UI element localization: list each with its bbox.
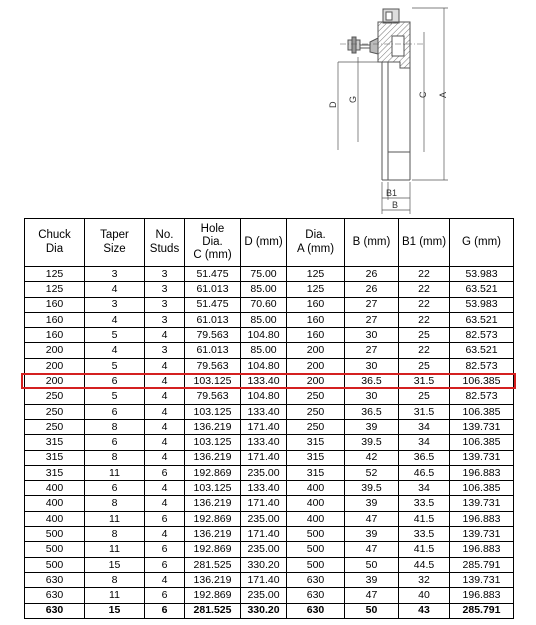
table-cell: 82.573 bbox=[450, 358, 514, 373]
table-cell: 235.00 bbox=[241, 542, 287, 557]
table-row bbox=[25, 542, 514, 557]
table-row bbox=[25, 435, 514, 450]
table-cell: 63.521 bbox=[450, 343, 514, 358]
table-cell: 36.5 bbox=[399, 450, 450, 465]
table-cell: 40 bbox=[399, 588, 450, 603]
table-cell: 25 bbox=[399, 389, 450, 404]
table-cell: 500 bbox=[287, 557, 345, 572]
table-cell: 160 bbox=[25, 328, 85, 343]
dim-label-d: D bbox=[328, 101, 338, 108]
table-cell: 125 bbox=[287, 267, 345, 282]
table-header-row bbox=[25, 219, 514, 267]
table-cell: 500 bbox=[287, 527, 345, 542]
table-cell: 30 bbox=[345, 389, 399, 404]
table-cell: 3 bbox=[145, 343, 185, 358]
table-cell: 281.525 bbox=[185, 557, 241, 572]
table-row bbox=[25, 282, 514, 297]
table-cell: 500 bbox=[25, 542, 85, 557]
table-cell: 53.983 bbox=[450, 267, 514, 282]
table-cell: 171.40 bbox=[241, 496, 287, 511]
table-cell: 22 bbox=[399, 267, 450, 282]
table-cell: 11 bbox=[85, 588, 145, 603]
table-cell: 47 bbox=[345, 542, 399, 557]
column-header: B1 (mm) bbox=[399, 219, 450, 267]
table-row bbox=[25, 527, 514, 542]
table-body bbox=[25, 267, 514, 619]
table-cell: 25 bbox=[399, 328, 450, 343]
table-cell: 235.00 bbox=[241, 465, 287, 480]
table-cell: 8 bbox=[85, 419, 145, 434]
table-cell: 39 bbox=[345, 527, 399, 542]
table-cell: 160 bbox=[287, 328, 345, 343]
table-cell: 192.869 bbox=[185, 588, 241, 603]
column-header: Dia. A (mm) bbox=[287, 219, 345, 267]
table-cell: 3 bbox=[145, 312, 185, 327]
dim-label-b: B bbox=[392, 200, 399, 210]
table-row bbox=[25, 297, 514, 312]
table-cell: 79.563 bbox=[185, 389, 241, 404]
table-cell: 630 bbox=[25, 603, 85, 618]
table-cell: 500 bbox=[287, 542, 345, 557]
table-cell: 3 bbox=[85, 297, 145, 312]
table-cell: 192.869 bbox=[185, 542, 241, 557]
table-cell: 250 bbox=[25, 389, 85, 404]
column-header: Taper Size bbox=[85, 219, 145, 267]
table-cell: 200 bbox=[25, 358, 85, 373]
table-cell: 33.5 bbox=[399, 496, 450, 511]
table-cell: 50 bbox=[345, 557, 399, 572]
table-cell: 133.40 bbox=[241, 404, 287, 419]
table-cell: 25 bbox=[399, 358, 450, 373]
table-cell: 139.731 bbox=[450, 419, 514, 434]
table-cell: 3 bbox=[85, 267, 145, 282]
table-cell: 34 bbox=[399, 481, 450, 496]
table-cell: 6 bbox=[85, 481, 145, 496]
table-cell: 196.883 bbox=[450, 465, 514, 480]
table-cell: 400 bbox=[287, 496, 345, 511]
table-cell: 6 bbox=[85, 435, 145, 450]
table-cell: 4 bbox=[145, 358, 185, 373]
table-cell: 41.5 bbox=[399, 542, 450, 557]
column-header: D (mm) bbox=[241, 219, 287, 267]
table-cell: 39.5 bbox=[345, 435, 399, 450]
table-cell: 8 bbox=[85, 496, 145, 511]
table-cell: 133.40 bbox=[241, 481, 287, 496]
table-cell: 315 bbox=[287, 450, 345, 465]
table-cell: 61.013 bbox=[185, 312, 241, 327]
table-cell: 8 bbox=[85, 527, 145, 542]
table-cell: 4 bbox=[145, 496, 185, 511]
table-cell: 6 bbox=[145, 511, 185, 526]
table-cell: 103.125 bbox=[185, 435, 241, 450]
table-cell: 8 bbox=[85, 572, 145, 587]
table-row bbox=[25, 312, 514, 327]
table-cell: 6 bbox=[145, 557, 185, 572]
table-cell: 11 bbox=[85, 542, 145, 557]
table-cell: 106.385 bbox=[450, 435, 514, 450]
table-cell: 4 bbox=[85, 312, 145, 327]
table-cell: 61.013 bbox=[185, 282, 241, 297]
table-cell: 27 bbox=[345, 312, 399, 327]
table-cell: 630 bbox=[25, 572, 85, 587]
table-cell: 11 bbox=[85, 511, 145, 526]
table-cell: 36.5 bbox=[345, 404, 399, 419]
table-cell: 27 bbox=[345, 343, 399, 358]
table-cell: 4 bbox=[145, 328, 185, 343]
table-cell: 104.80 bbox=[241, 358, 287, 373]
table-cell: 4 bbox=[145, 435, 185, 450]
table-cell: 160 bbox=[25, 312, 85, 327]
table-cell: 250 bbox=[25, 404, 85, 419]
table-cell: 250 bbox=[287, 404, 345, 419]
table-cell: 171.40 bbox=[241, 527, 287, 542]
table-cell: 281.525 bbox=[185, 603, 241, 618]
table-cell: 200 bbox=[287, 343, 345, 358]
table-cell: 39.5 bbox=[345, 481, 399, 496]
table-cell: 51.475 bbox=[185, 267, 241, 282]
table-row bbox=[25, 465, 514, 480]
table-cell: 4 bbox=[85, 282, 145, 297]
table-cell: 160 bbox=[287, 312, 345, 327]
table-cell: 82.573 bbox=[450, 389, 514, 404]
table-cell: 196.883 bbox=[450, 542, 514, 557]
table-cell: 6 bbox=[145, 603, 185, 618]
table-cell: 44.5 bbox=[399, 557, 450, 572]
table-cell: 200 bbox=[287, 358, 345, 373]
table-cell: 39 bbox=[345, 572, 399, 587]
table-cell: 103.125 bbox=[185, 404, 241, 419]
table-cell: 136.219 bbox=[185, 496, 241, 511]
table-cell: 82.573 bbox=[450, 328, 514, 343]
table-cell: 3 bbox=[145, 282, 185, 297]
column-header: Chuck Dia bbox=[25, 219, 85, 267]
table-cell: 4 bbox=[145, 527, 185, 542]
table-cell: 104.80 bbox=[241, 389, 287, 404]
table-cell: 136.219 bbox=[185, 419, 241, 434]
table-cell: 104.80 bbox=[241, 328, 287, 343]
table-cell: 8 bbox=[85, 450, 145, 465]
table-cell: 136.219 bbox=[185, 572, 241, 587]
table-cell: 4 bbox=[145, 374, 185, 389]
table-cell: 34 bbox=[399, 419, 450, 434]
table-cell: 285.791 bbox=[450, 603, 514, 618]
table-row bbox=[25, 389, 514, 404]
table-cell: 85.00 bbox=[241, 343, 287, 358]
table-cell: 27 bbox=[345, 297, 399, 312]
table-cell: 200 bbox=[287, 374, 345, 389]
table-cell: 125 bbox=[25, 282, 85, 297]
table-cell: 33.5 bbox=[399, 527, 450, 542]
table-cell: 32 bbox=[399, 572, 450, 587]
table-cell: 22 bbox=[399, 282, 450, 297]
column-header: G (mm) bbox=[450, 219, 514, 267]
table-cell: 133.40 bbox=[241, 374, 287, 389]
table-cell: 250 bbox=[287, 419, 345, 434]
table-cell: 47 bbox=[345, 511, 399, 526]
table-cell: 103.125 bbox=[185, 374, 241, 389]
table-cell: 85.00 bbox=[241, 312, 287, 327]
table-row bbox=[25, 603, 514, 618]
table-cell: 171.40 bbox=[241, 450, 287, 465]
table-cell: 330.20 bbox=[241, 603, 287, 618]
table-cell: 15 bbox=[85, 603, 145, 618]
table-cell: 34 bbox=[399, 435, 450, 450]
table-cell: 22 bbox=[399, 297, 450, 312]
table-cell: 315 bbox=[287, 435, 345, 450]
table-cell: 125 bbox=[25, 267, 85, 282]
table-cell: 43 bbox=[399, 603, 450, 618]
table-cell: 285.791 bbox=[450, 557, 514, 572]
table-cell: 196.883 bbox=[450, 588, 514, 603]
table-cell: 133.40 bbox=[241, 435, 287, 450]
table-row bbox=[25, 404, 514, 419]
table-cell: 26 bbox=[345, 282, 399, 297]
table-cell: 39 bbox=[345, 496, 399, 511]
table-cell: 136.219 bbox=[185, 527, 241, 542]
table-row bbox=[25, 328, 514, 343]
table-cell: 75.00 bbox=[241, 267, 287, 282]
table-cell: 196.883 bbox=[450, 511, 514, 526]
table-row bbox=[25, 343, 514, 358]
table-cell: 85.00 bbox=[241, 282, 287, 297]
table-cell: 139.731 bbox=[450, 496, 514, 511]
table-cell: 139.731 bbox=[450, 527, 514, 542]
table-cell: 171.40 bbox=[241, 572, 287, 587]
table-cell: 30 bbox=[345, 358, 399, 373]
table-cell: 5 bbox=[85, 389, 145, 404]
table-cell: 36.5 bbox=[345, 374, 399, 389]
table-cell: 41.5 bbox=[399, 511, 450, 526]
table-cell: 630 bbox=[287, 572, 345, 587]
table-cell: 22 bbox=[399, 312, 450, 327]
table-row bbox=[25, 572, 514, 587]
table-cell: 79.563 bbox=[185, 328, 241, 343]
table-cell: 5 bbox=[85, 328, 145, 343]
table-cell: 630 bbox=[287, 603, 345, 618]
table-cell: 6 bbox=[145, 542, 185, 557]
table-row bbox=[25, 588, 514, 603]
column-header: Hole Dia. C (mm) bbox=[185, 219, 241, 267]
table-cell: 103.125 bbox=[185, 481, 241, 496]
table-cell: 61.013 bbox=[185, 343, 241, 358]
table-cell: 31.5 bbox=[399, 374, 450, 389]
table-cell: 400 bbox=[25, 496, 85, 511]
dim-label-c: C bbox=[418, 91, 428, 98]
table-cell: 192.869 bbox=[185, 511, 241, 526]
table-cell: 160 bbox=[25, 297, 85, 312]
table-cell: 315 bbox=[25, 465, 85, 480]
table-cell: 171.40 bbox=[241, 419, 287, 434]
table-cell: 5 bbox=[85, 358, 145, 373]
table-cell: 500 bbox=[25, 557, 85, 572]
table-cell: 200 bbox=[25, 343, 85, 358]
table-row bbox=[25, 419, 514, 434]
table-cell: 22 bbox=[399, 343, 450, 358]
table-cell: 6 bbox=[145, 588, 185, 603]
dim-label-g: G bbox=[348, 95, 358, 103]
table-cell: 125 bbox=[287, 282, 345, 297]
table-cell: 400 bbox=[287, 481, 345, 496]
table-cell: 4 bbox=[145, 450, 185, 465]
table-cell: 63.521 bbox=[450, 282, 514, 297]
table-row bbox=[25, 374, 514, 389]
table-cell: 4 bbox=[145, 572, 185, 587]
table-row bbox=[25, 450, 514, 465]
table-cell: 106.385 bbox=[450, 374, 514, 389]
table-cell: 200 bbox=[25, 374, 85, 389]
table-row bbox=[25, 511, 514, 526]
table-cell: 39 bbox=[345, 419, 399, 434]
table-cell: 46.5 bbox=[399, 465, 450, 480]
chuck-specification-table bbox=[24, 218, 514, 619]
table-cell: 160 bbox=[287, 297, 345, 312]
table-cell: 70.60 bbox=[241, 297, 287, 312]
table-cell: 400 bbox=[25, 481, 85, 496]
table-cell: 250 bbox=[25, 419, 85, 434]
table-row bbox=[25, 557, 514, 572]
table-cell: 250 bbox=[287, 389, 345, 404]
dim-label-b1: B1 bbox=[386, 188, 398, 198]
table-cell: 106.385 bbox=[450, 481, 514, 496]
table-cell: 106.385 bbox=[450, 404, 514, 419]
table-cell: 139.731 bbox=[450, 572, 514, 587]
table-cell: 192.869 bbox=[185, 465, 241, 480]
table-row bbox=[25, 267, 514, 282]
table-cell: 63.521 bbox=[450, 312, 514, 327]
table-cell: 330.20 bbox=[241, 557, 287, 572]
chuck-cross-section-drawing bbox=[300, 2, 475, 214]
table-cell: 51.475 bbox=[185, 297, 241, 312]
table-cell: 4 bbox=[145, 404, 185, 419]
table-row bbox=[25, 496, 514, 511]
table-cell: 31.5 bbox=[399, 404, 450, 419]
table-row bbox=[25, 358, 514, 373]
table-cell: 235.00 bbox=[241, 511, 287, 526]
table-cell: 315 bbox=[287, 465, 345, 480]
table-cell: 136.219 bbox=[185, 450, 241, 465]
table-cell: 50 bbox=[345, 603, 399, 618]
table-cell: 315 bbox=[25, 435, 85, 450]
table-row bbox=[25, 481, 514, 496]
table-cell: 30 bbox=[345, 328, 399, 343]
column-header: No. Studs bbox=[145, 219, 185, 267]
table-cell: 6 bbox=[145, 465, 185, 480]
table-cell: 315 bbox=[25, 450, 85, 465]
table-cell: 26 bbox=[345, 267, 399, 282]
chuck-body-outline bbox=[340, 9, 425, 180]
table-cell: 4 bbox=[145, 481, 185, 496]
table-cell: 42 bbox=[345, 450, 399, 465]
table-cell: 11 bbox=[85, 465, 145, 480]
table-cell: 139.731 bbox=[450, 450, 514, 465]
table-cell: 4 bbox=[145, 389, 185, 404]
table-cell: 4 bbox=[85, 343, 145, 358]
table-cell: 15 bbox=[85, 557, 145, 572]
table-cell: 500 bbox=[25, 527, 85, 542]
table-cell: 400 bbox=[25, 511, 85, 526]
table-cell: 630 bbox=[287, 588, 345, 603]
table-cell: 3 bbox=[145, 267, 185, 282]
table-cell: 400 bbox=[287, 511, 345, 526]
table-cell: 235.00 bbox=[241, 588, 287, 603]
table-cell: 52 bbox=[345, 465, 399, 480]
column-header: B (mm) bbox=[345, 219, 399, 267]
table-cell: 630 bbox=[25, 588, 85, 603]
table-cell: 53.983 bbox=[450, 297, 514, 312]
table-cell: 3 bbox=[145, 297, 185, 312]
table-cell: 6 bbox=[85, 404, 145, 419]
dim-label-a: A bbox=[438, 91, 448, 98]
table-cell: 47 bbox=[345, 588, 399, 603]
table-cell: 4 bbox=[145, 419, 185, 434]
table-cell: 6 bbox=[85, 374, 145, 389]
table-cell: 79.563 bbox=[185, 358, 241, 373]
